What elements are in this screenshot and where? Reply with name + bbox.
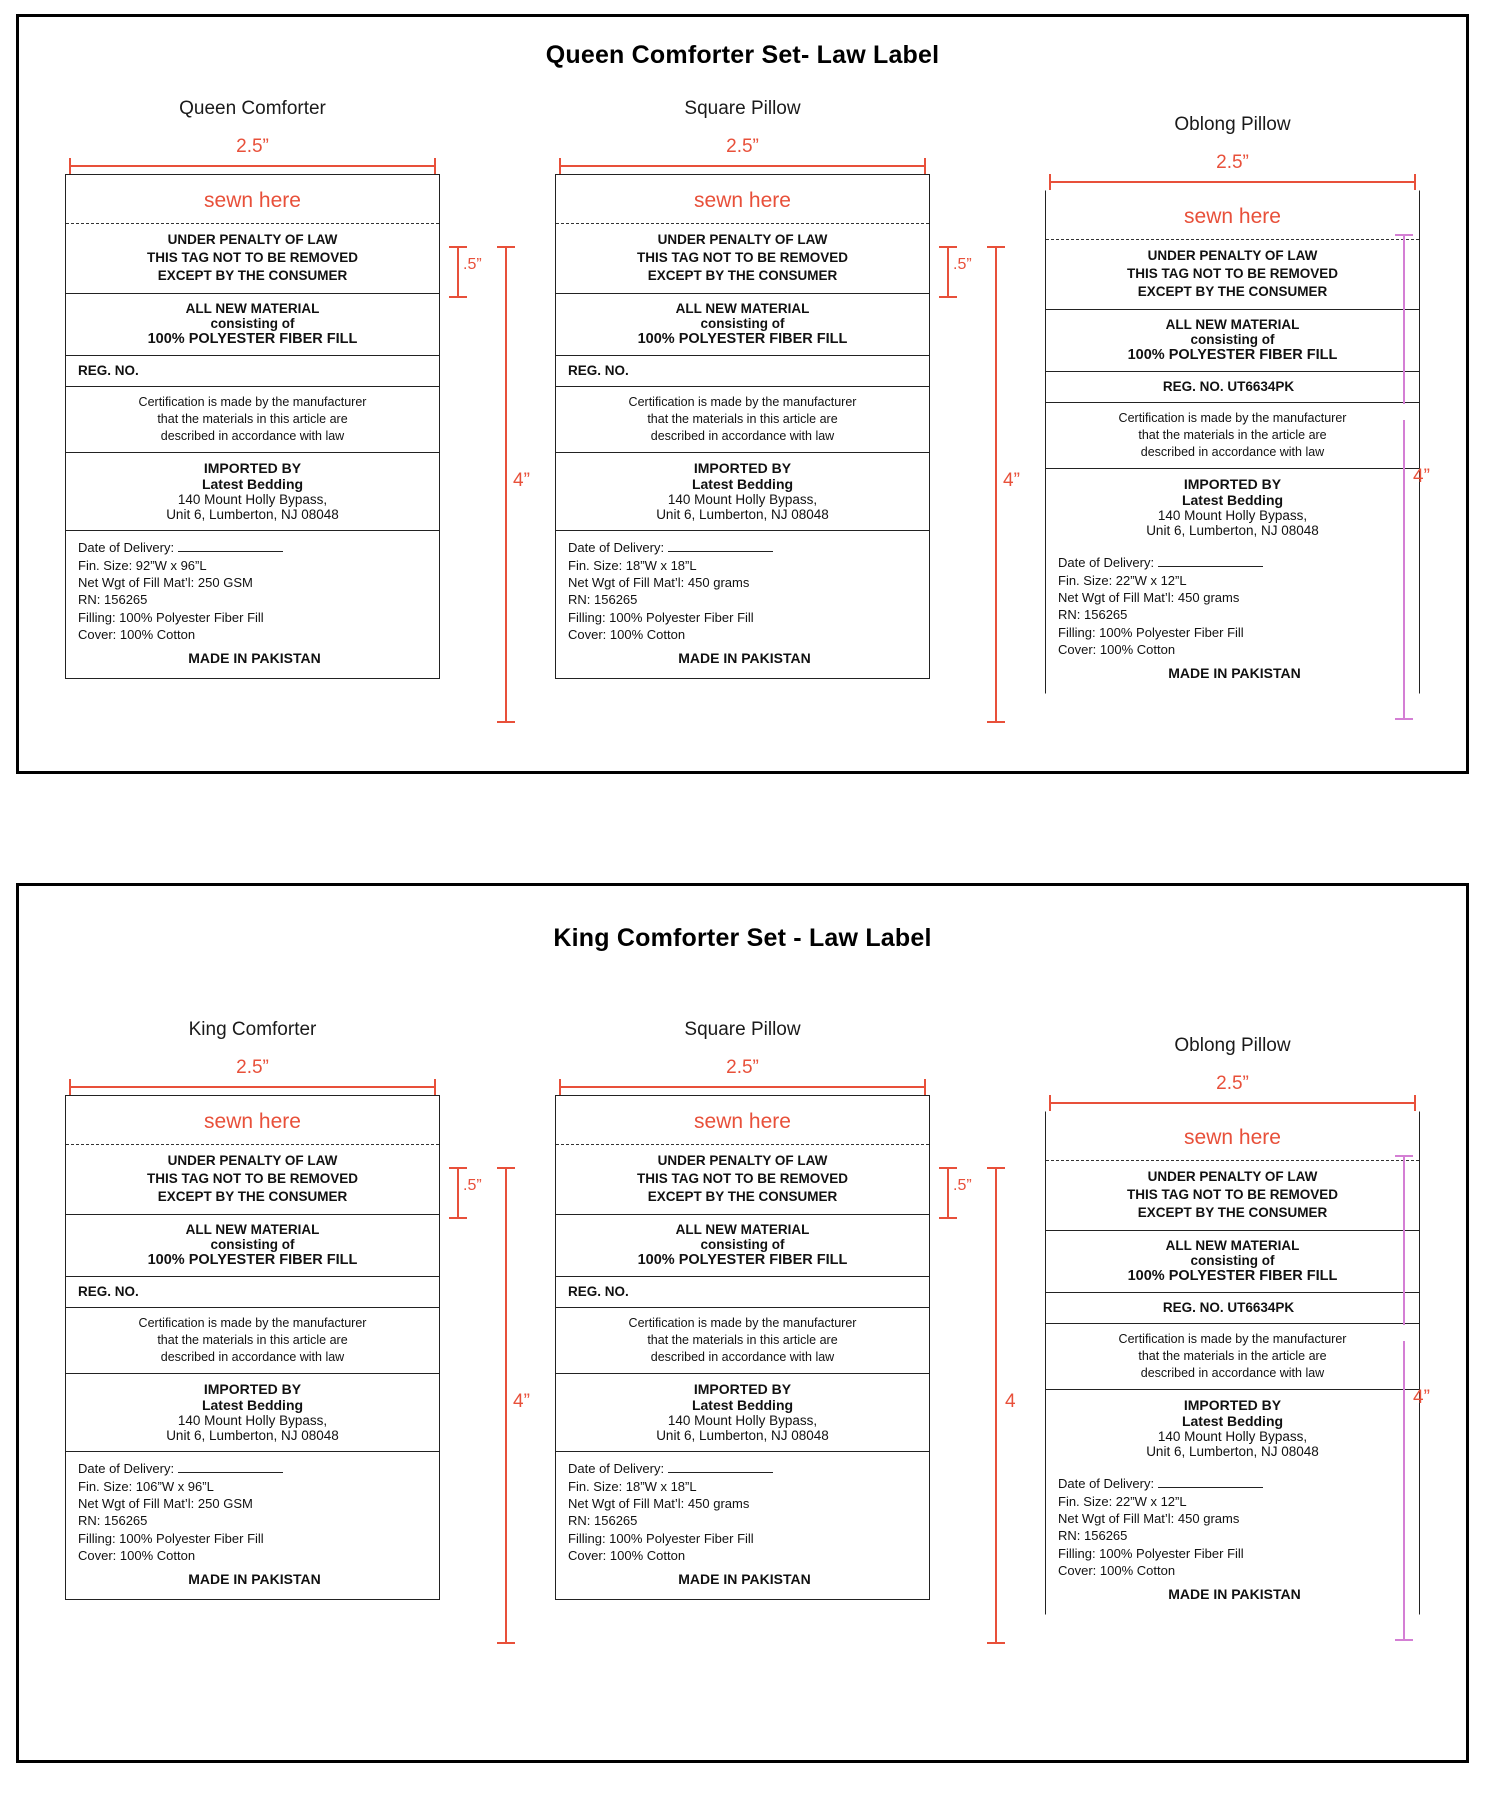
penalty-line-1: UNDER PENALTY OF LAW: [1147, 248, 1318, 263]
queen-columns: [19, 98, 1466, 694]
importer-line-4: Unit 6, Lumberton, NJ 08048: [166, 507, 339, 523]
importer-line-1: IMPORTED BY: [203, 1381, 302, 1398]
filling-line: Filling: 100% Polyester Fiber Fill: [78, 609, 264, 625]
importer-line-4: Unit 6, Lumberton, NJ 08048: [166, 1428, 339, 1444]
penalty-line-1: UNDER PENALTY OF LAW: [167, 1153, 338, 1168]
sewn-height-label: .5”: [953, 1177, 972, 1194]
fin-size-line: Fin. Size: 18”W x 18”L: [568, 557, 697, 573]
panel-separator: [0, 774, 1485, 869]
filling-line: Filling: 100% Polyester Fiber Fill: [1058, 624, 1244, 640]
width-dimension-cap-left: [1049, 1095, 1051, 1111]
net-weight-line: Net Wgt of Fill Mat’l: 250 GSM: [78, 1496, 253, 1512]
certification-block: [66, 387, 439, 454]
sewn-height-cap-top: [449, 1167, 467, 1169]
sewn-height-cap-top: [449, 246, 467, 248]
certification-block: [66, 1308, 439, 1375]
importer-line-2: Latest Bedding: [1181, 492, 1284, 509]
made-in-line: MADE IN PAKISTAN: [1168, 665, 1301, 682]
importer-block: [66, 1374, 439, 1452]
made-in-line: MADE IN PAKISTAN: [678, 650, 811, 667]
penalty-line-2: THIS TAG NOT TO BE REMOVED: [1126, 265, 1338, 281]
certification-line-1: Certification is made by the manufacturer: [138, 1315, 367, 1330]
total-height-rail: [505, 246, 507, 723]
date-of-delivery-blank: [1158, 1487, 1263, 1488]
panel-title-queen: Queen Comforter Set- Law Label: [545, 41, 940, 69]
certification-block: [1046, 1324, 1419, 1391]
pink-rail-top: [1403, 1155, 1405, 1325]
total-height-cap-top: [497, 246, 515, 248]
certification-line-1: Certification is made by the manufacturer: [628, 394, 857, 409]
penalty-line-3: EXCEPT BY THE CONSUMER: [157, 1188, 348, 1204]
certification-line-2: that the materials in this article are: [157, 1332, 348, 1347]
net-weight-line: Net Wgt of Fill Mat’l: 450 grams: [568, 575, 750, 591]
sewn-height-rail: [947, 246, 949, 298]
penalty-block: [1046, 240, 1419, 310]
sewn-height-cap-bottom: [449, 296, 467, 298]
material-line-3: 100% POLYESTER FIBER FILL: [637, 1251, 848, 1268]
material-line-2: consisting of: [700, 315, 785, 331]
rn-line: RN: 156265: [78, 592, 148, 608]
width-dimension: [555, 136, 930, 174]
rn-line: RN: 156265: [1058, 1528, 1128, 1544]
king-columns: [19, 1019, 1466, 1615]
date-of-delivery-line: [1058, 554, 1411, 571]
importer-block: [1046, 469, 1419, 546]
details-block: [1046, 546, 1419, 692]
material-line-2: consisting of: [210, 1236, 295, 1252]
width-dimension-line: [69, 1086, 436, 1088]
importer-line-1: IMPORTED BY: [1183, 1397, 1282, 1414]
material-line-1: ALL NEW MATERIAL: [675, 300, 810, 316]
certification-line-3: described in accordance with law: [650, 428, 835, 443]
importer-line-4: Unit 6, Lumberton, NJ 08048: [656, 507, 829, 523]
made-in-line: MADE IN PAKISTAN: [1168, 1586, 1301, 1603]
details-block: [66, 1452, 439, 1598]
penalty-block: [1046, 1161, 1419, 1231]
importer-line-3: 140 Mount Holly Bypass,: [1157, 1429, 1308, 1445]
certification-block: [556, 387, 929, 454]
details-block: [556, 531, 929, 677]
total-height-rail: [505, 1167, 507, 1644]
total-height-cap-bottom: [987, 721, 1005, 723]
material-line-3: 100% POLYESTER FIBER FILL: [147, 330, 358, 347]
penalty-line-3: EXCEPT BY THE CONSUMER: [1137, 1204, 1328, 1220]
sewn-height-label: .5”: [463, 1177, 482, 1194]
date-of-delivery-blank: [1158, 566, 1263, 567]
filling-line: Filling: 100% Polyester Fiber Fill: [1058, 1545, 1244, 1561]
date-of-delivery-line: [568, 1460, 921, 1477]
width-dimension-label: 2.5”: [1216, 1073, 1249, 1094]
penalty-line-3: EXCEPT BY THE CONSUMER: [647, 1188, 838, 1204]
importer-line-1: IMPORTED BY: [693, 460, 792, 477]
column-heading: Oblong Pillow: [1174, 1035, 1291, 1056]
importer-line-2: Latest Bedding: [201, 476, 304, 493]
pink-rail-cap-bottom: [1395, 718, 1413, 720]
width-dimension-cap-left: [559, 158, 561, 174]
pink-rail-cap-top: [1395, 1155, 1413, 1157]
width-dimension-line: [559, 1086, 926, 1088]
total-height-cap-top: [987, 246, 1005, 248]
certification-line-2: that the materials in this article are: [647, 1332, 838, 1347]
date-of-delivery-label: Date of Delivery:: [1058, 1476, 1155, 1492]
certification-line-2: that the materials in this article are: [157, 411, 348, 426]
width-dimension: [65, 136, 440, 174]
sewn-here-text: sewn here: [66, 175, 439, 224]
rn-line: RN: 156265: [568, 592, 638, 608]
fin-size-line: Fin. Size: 18”W x 18”L: [568, 1478, 697, 1494]
penalty-line-2: THIS TAG NOT TO BE REMOVED: [146, 249, 358, 265]
sewn-here-text: sewn here: [556, 1096, 929, 1145]
importer-line-3: 140 Mount Holly Bypass,: [177, 492, 328, 508]
material-block: [66, 1215, 439, 1277]
importer-line-1: IMPORTED BY: [203, 460, 302, 477]
net-weight-line: Net Wgt of Fill Mat’l: 450 grams: [568, 1496, 750, 1512]
cover-line: Cover: 100% Cotton: [568, 1547, 686, 1563]
total-height-label: 4”: [513, 1391, 530, 1412]
law-label-card: [1045, 190, 1420, 694]
date-of-delivery-label: Date of Delivery:: [78, 1461, 175, 1477]
importer-line-2: Latest Bedding: [201, 1397, 304, 1414]
width-dimension: [65, 1057, 440, 1095]
date-of-delivery-line: [78, 539, 431, 556]
certification-line-3: described in accordance with law: [160, 1349, 345, 1364]
width-dimension-cap-left: [69, 1079, 71, 1095]
details-block: [1046, 1467, 1419, 1613]
date-of-delivery-blank: [178, 1472, 283, 1473]
material-line-2: consisting of: [700, 1236, 785, 1252]
total-height-cap-top: [497, 1167, 515, 1169]
penalty-line-1: UNDER PENALTY OF LAW: [657, 1153, 828, 1168]
date-of-delivery-blank: [668, 1472, 773, 1473]
pink-rail-bottom: [1403, 1341, 1405, 1641]
column-heading: Oblong Pillow: [1174, 114, 1291, 135]
importer-block: [1046, 1390, 1419, 1467]
certification-line-1: Certification is made by the manufacturer: [1118, 1331, 1347, 1346]
details-block: [66, 531, 439, 677]
label-column-queen-comforter: [65, 98, 530, 694]
width-dimension-label: 2.5”: [236, 136, 269, 157]
total-height-cap-top: [987, 1167, 1005, 1169]
queen-comforter-panel: [16, 14, 1469, 774]
certification-line-3: described in accordance with law: [160, 428, 345, 443]
details-block: [556, 1452, 929, 1598]
date-of-delivery-line: [1058, 1475, 1411, 1492]
importer-line-4: Unit 6, Lumberton, NJ 08048: [1146, 1444, 1319, 1460]
penalty-line-3: EXCEPT BY THE CONSUMER: [1137, 283, 1328, 299]
width-dimension-line: [69, 165, 436, 167]
certification-line-2: that the materials in the article are: [1138, 1348, 1327, 1363]
material-line-3: 100% POLYESTER FIBER FILL: [1127, 346, 1338, 363]
material-line-3: 100% POLYESTER FIBER FILL: [637, 330, 848, 347]
certification-block: [556, 1308, 929, 1375]
reg-no-block: REG. NO. UT6634PK: [1046, 372, 1419, 403]
column-heading: Square Pillow: [684, 98, 801, 119]
importer-line-2: Latest Bedding: [1181, 1413, 1284, 1430]
width-dimension-cap-right: [1414, 1095, 1416, 1111]
certification-line-1: Certification is made by the manufacturer: [138, 394, 367, 409]
filling-line: Filling: 100% Polyester Fiber Fill: [78, 1530, 264, 1546]
label-column-king-comforter: [65, 1019, 530, 1615]
material-line-3: 100% POLYESTER FIBER FILL: [147, 1251, 358, 1268]
material-line-2: consisting of: [210, 315, 295, 331]
width-dimension-cap-left: [69, 158, 71, 174]
column-heading: Square Pillow: [684, 1019, 801, 1040]
importer-line-3: 140 Mount Holly Bypass,: [1157, 508, 1308, 524]
penalty-line-2: THIS TAG NOT TO BE REMOVED: [146, 1170, 358, 1186]
reg-no-block: REG. NO.: [66, 1277, 439, 1308]
importer-line-3: 140 Mount Holly Bypass,: [667, 492, 818, 508]
label-column-oblong-pillow: [1045, 98, 1430, 694]
date-of-delivery-label: Date of Delivery:: [78, 540, 175, 556]
date-of-delivery-label: Date of Delivery:: [568, 540, 665, 556]
sewn-height-cap-top: [939, 1167, 957, 1169]
penalty-line-2: THIS TAG NOT TO BE REMOVED: [636, 1170, 848, 1186]
width-dimension-label: 2.5”: [236, 1057, 269, 1078]
certification-line-2: that the materials in the article are: [1138, 427, 1327, 442]
reg-no-block: REG. NO.: [556, 356, 929, 387]
column-heading: King Comforter: [188, 1019, 317, 1040]
total-height-label: 4”: [1003, 470, 1020, 491]
sewn-height-rail: [457, 1167, 459, 1219]
pink-rail-cap-bottom: [1395, 1639, 1413, 1641]
width-dimension-label: 2.5”: [1216, 152, 1249, 173]
net-weight-line: Net Wgt of Fill Mat’l: 450 grams: [1058, 1511, 1240, 1527]
width-dimension: [1045, 152, 1420, 190]
law-label-card: [555, 174, 930, 679]
importer-line-2: Latest Bedding: [691, 1397, 794, 1414]
fin-size-line: Fin. Size: 92”W x 96”L: [78, 557, 207, 573]
sewn-height-rail: [947, 1167, 949, 1219]
penalty-line-1: UNDER PENALTY OF LAW: [1147, 1169, 1318, 1184]
total-height-cap-bottom: [497, 1642, 515, 1644]
certification-block: [1046, 403, 1419, 470]
material-block: [66, 294, 439, 356]
width-dimension-cap-right: [1414, 174, 1416, 190]
sewn-height-rail: [457, 246, 459, 298]
importer-line-3: 140 Mount Holly Bypass,: [177, 1413, 328, 1429]
label-column-square-pillow: [555, 1019, 1016, 1615]
certification-line-1: Certification is made by the manufacturer: [628, 1315, 857, 1330]
fin-size-line: Fin. Size: 22”W x 12”L: [1058, 572, 1187, 588]
material-line-2: consisting of: [1190, 1252, 1275, 1268]
width-dimension-label: 2.5”: [726, 136, 759, 157]
total-height-rail: [995, 1167, 997, 1644]
sewn-height-cap-bottom: [939, 296, 957, 298]
pink-rail-top: [1403, 234, 1405, 404]
law-label-card: [555, 1095, 930, 1600]
total-height-label: 4”: [1413, 466, 1430, 487]
column-heading: Queen Comforter: [179, 98, 326, 119]
material-block: [1046, 310, 1419, 372]
material-line-1: ALL NEW MATERIAL: [185, 300, 320, 316]
penalty-line-2: THIS TAG NOT TO BE REMOVED: [636, 249, 848, 265]
fin-size-line: Fin. Size: 106”W x 96”L: [78, 1478, 214, 1494]
date-of-delivery-line: [78, 1460, 431, 1477]
importer-line-1: IMPORTED BY: [1183, 476, 1282, 493]
penalty-line-1: UNDER PENALTY OF LAW: [167, 232, 338, 247]
penalty-line-3: EXCEPT BY THE CONSUMER: [647, 267, 838, 283]
net-weight-line: Net Wgt of Fill Mat’l: 250 GSM: [78, 575, 253, 591]
pink-rail-cap-top: [1395, 234, 1413, 236]
cover-line: Cover: 100% Cotton: [1058, 641, 1176, 657]
law-label-card: [1045, 1111, 1420, 1615]
certification-line-1: Certification is made by the manufacturer: [1118, 410, 1347, 425]
cover-line: Cover: 100% Cotton: [78, 626, 196, 642]
penalty-block: [66, 224, 439, 294]
importer-block: [556, 1374, 929, 1452]
rn-line: RN: 156265: [78, 1513, 148, 1529]
king-comforter-panel: [16, 883, 1469, 1763]
made-in-line: MADE IN PAKISTAN: [678, 1571, 811, 1588]
penalty-block: [66, 1145, 439, 1215]
width-dimension: [555, 1057, 930, 1095]
sewn-height-label: .5”: [953, 256, 972, 273]
date-of-delivery-line: [568, 539, 921, 556]
width-dimension-cap-right: [924, 1079, 926, 1095]
importer-line-4: Unit 6, Lumberton, NJ 08048: [656, 1428, 829, 1444]
reg-no-block: REG. NO.: [66, 356, 439, 387]
rn-line: RN: 156265: [1058, 607, 1128, 623]
sewn-height-cap-top: [939, 246, 957, 248]
width-dimension-line: [1049, 181, 1416, 183]
law-label-card: [65, 174, 440, 679]
certification-line-2: that the materials in this article are: [647, 411, 838, 426]
made-in-line: MADE IN PAKISTAN: [188, 650, 321, 667]
reg-no-block: REG. NO.: [556, 1277, 929, 1308]
net-weight-line: Net Wgt of Fill Mat’l: 450 grams: [1058, 590, 1240, 606]
made-in-line: MADE IN PAKISTAN: [188, 1571, 321, 1588]
material-line-1: ALL NEW MATERIAL: [1165, 316, 1300, 332]
total-height-label: 4: [1005, 1391, 1016, 1412]
rn-line: RN: 156265: [568, 1513, 638, 1529]
penalty-line-2: THIS TAG NOT TO BE REMOVED: [1126, 1186, 1338, 1202]
penalty-line-1: UNDER PENALTY OF LAW: [657, 232, 828, 247]
width-dimension-cap-left: [559, 1079, 561, 1095]
penalty-line-3: EXCEPT BY THE CONSUMER: [157, 267, 348, 283]
penalty-block: [556, 224, 929, 294]
importer-line-2: Latest Bedding: [691, 476, 794, 493]
cover-line: Cover: 100% Cotton: [1058, 1562, 1176, 1578]
filling-line: Filling: 100% Polyester Fiber Fill: [568, 609, 754, 625]
sewn-here-text: sewn here: [556, 175, 929, 224]
sewn-height-cap-bottom: [939, 1217, 957, 1219]
sewn-here-text: sewn here: [1046, 191, 1419, 240]
importer-block: [556, 453, 929, 531]
material-line-2: consisting of: [1190, 331, 1275, 347]
width-dimension-line: [559, 165, 926, 167]
width-dimension-cap-left: [1049, 174, 1051, 190]
material-block: [1046, 1231, 1419, 1293]
material-line-1: ALL NEW MATERIAL: [675, 1221, 810, 1237]
filling-line: Filling: 100% Polyester Fiber Fill: [568, 1530, 754, 1546]
total-height-cap-bottom: [497, 721, 515, 723]
label-column-oblong-pillow: [1045, 1019, 1430, 1615]
total-height-rail: [995, 246, 997, 723]
law-label-card: [65, 1095, 440, 1600]
total-height-label: 4”: [513, 470, 530, 491]
importer-line-4: Unit 6, Lumberton, NJ 08048: [1146, 523, 1319, 539]
width-dimension: [1045, 1073, 1420, 1111]
panel-title-king: King Comforter Set - Law Label: [553, 924, 932, 952]
importer-line-1: IMPORTED BY: [693, 1381, 792, 1398]
fin-size-line: Fin. Size: 22”W x 12”L: [1058, 1493, 1187, 1509]
penalty-block: [556, 1145, 929, 1215]
total-height-cap-bottom: [987, 1642, 1005, 1644]
total-height-label: 4”: [1413, 1387, 1430, 1408]
reg-no-block: REG. NO. UT6634PK: [1046, 1293, 1419, 1324]
certification-line-3: described in accordance with law: [1140, 444, 1325, 459]
width-dimension-cap-right: [434, 1079, 436, 1095]
certification-line-3: described in accordance with law: [650, 1349, 835, 1364]
importer-block: [66, 453, 439, 531]
width-dimension-label: 2.5”: [726, 1057, 759, 1078]
sewn-here-text: sewn here: [1046, 1112, 1419, 1161]
date-of-delivery-blank: [178, 551, 283, 552]
width-dimension-cap-right: [924, 158, 926, 174]
material-block: [556, 294, 929, 356]
date-of-delivery-label: Date of Delivery:: [1058, 555, 1155, 571]
material-block: [556, 1215, 929, 1277]
width-dimension-cap-right: [434, 158, 436, 174]
pink-rail-bottom: [1403, 420, 1405, 720]
sewn-height-label: .5”: [463, 256, 482, 273]
certification-line-3: described in accordance with law: [1140, 1365, 1325, 1380]
width-dimension-line: [1049, 1102, 1416, 1104]
cover-line: Cover: 100% Cotton: [78, 1547, 196, 1563]
date-of-delivery-blank: [668, 551, 773, 552]
material-line-3: 100% POLYESTER FIBER FILL: [1127, 1267, 1338, 1284]
law-label-document: [0, 14, 1485, 1763]
sewn-here-text: sewn here: [66, 1096, 439, 1145]
date-of-delivery-label: Date of Delivery:: [568, 1461, 665, 1477]
material-line-1: ALL NEW MATERIAL: [1165, 1237, 1300, 1253]
importer-line-3: 140 Mount Holly Bypass,: [667, 1413, 818, 1429]
sewn-height-cap-bottom: [449, 1217, 467, 1219]
cover-line: Cover: 100% Cotton: [568, 626, 686, 642]
label-column-square-pillow: [555, 98, 1020, 694]
material-line-1: ALL NEW MATERIAL: [185, 1221, 320, 1237]
